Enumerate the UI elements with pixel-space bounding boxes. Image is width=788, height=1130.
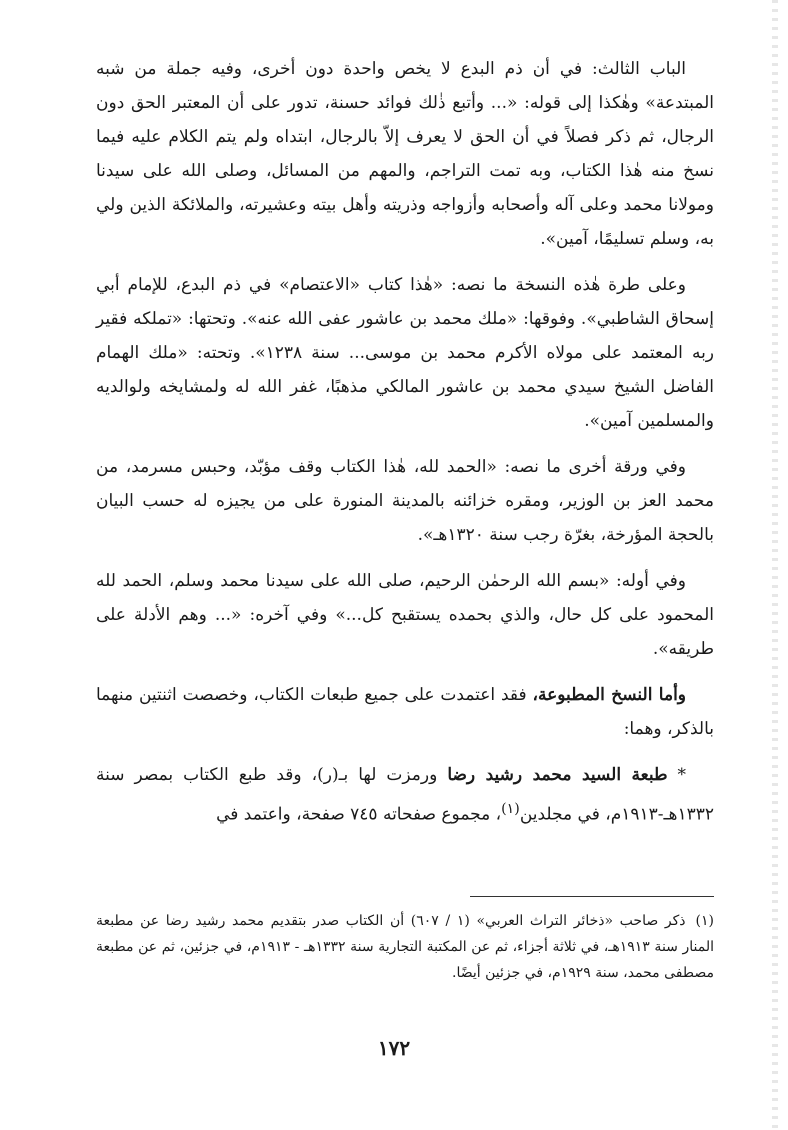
printed-editions-heading: وأما النسخ المطبوعة، bbox=[532, 685, 687, 705]
edition-name: طبعة السيد محمد رشيد رضا bbox=[447, 765, 668, 785]
page-body bbox=[96, 52, 714, 844]
footnote-text: ذكر صاحب «ذخائر التراث العربي» (١ / ٦٠٧) أن الكتاب صدر بتقديم محمد رشيد رضا عن مطبعة المنار سنة ١٩١٣هـ، في ثلاثة أجزاء، ثم عن المكتبة التجارية سنة ١٣٣٢هـ - ١٩١٣م، في جزئين، ثم عن مطبعة مصطفى محمد، سنة ١٩٢٩م، في جزئين أيضًا. bbox=[96, 913, 715, 981]
footnote bbox=[96, 908, 714, 986]
edition-text: ورمزت لها بـ(ر)، وقد طبع الكتاب بمصر سنة ١٣٣٢هـ-١٩١٣م، في مجلدين bbox=[96, 765, 714, 825]
footnote-number: (١) bbox=[695, 913, 714, 929]
paragraph-opening-closing: وفي أوله: «بسم الله الرحمٰن الرحيم، صلى الله على سيدنا محمد وسلم، الحمد لله المحمود على كل حال، والذي بحمده يستقبح كل...» وفي آخره: «... وهم الأدلة على طريقه». bbox=[96, 571, 714, 659]
footnote-reference: (١) bbox=[501, 801, 520, 817]
paragraph-rida-edition bbox=[96, 758, 714, 832]
printed-editions-intro: فقد اعتمدت على جميع طبعات الكتاب، وخصصت اثنتين منهما بالذكر، وهما: bbox=[96, 685, 714, 739]
paragraph-title-page-notes: وعلى طرة هٰذه النسخة ما نصه: «هٰذا كتاب «الاعتصام» في ذم البدع، للإمام أبي إسحاق الشاطبي». وفوقها: «ملك محمد بن عاشور عفى الله عنه». وتحتها: «تملكه فقير ربه المعتمد على مولاه الأكرم محمد بن موسى... سنة ١٢٣٨». وتحته: «ملك الهمام الفاضل الشيخ سيدي محمد بن عاشور المالكي مذهبًا، غفر الله له ولمشايخه ولوالديه والمسلمين آمين». bbox=[96, 275, 715, 431]
paragraph-waqf-note: وفي ورقة أخرى ما نصه: «الحمد لله، هٰذا الكتاب وقف مؤبّد، وحبس مسرمد، من محمد العز بن الوزير، ومقره خزائنه بالمدينة المنورة على من يجيزه له حسب البيان بالحجة المؤرخة، بغرّة رجب سنة ١٣٢٠هـ». bbox=[96, 457, 714, 545]
edition-text-end: ، مجموع صفحاته ٧٤٥ صفحة، واعتمد في bbox=[216, 804, 502, 825]
page-edge-decoration bbox=[772, 0, 778, 1130]
footnote-separator bbox=[470, 896, 714, 897]
page-number: ١٧٢ bbox=[377, 1036, 411, 1060]
paragraph-chapter-three: الباب الثالث: في أن ذم البدع لا يخص واحدة دون أخرى، وفيه جملة من شبه المبتدعة» وهٰكذا إلى قوله: «... وأتبع ذٰلك فوائد حسنة، تدور على أن المعتبر الحق دون الرجال، ثم ذكر فصلاً في أن الحق لا يعرف إلاّ بالرجال، ابتداه ولم يتم الكلام عليه فيما نسخ منه هٰذا الكتاب، وبه تمت التراجم، والمهم من المسائل، وصلى الله على سيدنا ومولانا محمد وعلى آله وأصحابه وأزواجه وذريته وأهل بيته وعشيرته، والملائكة الذين ولي به، وسلم تسليمًا، آمين». bbox=[96, 59, 714, 249]
bullet-marker: * bbox=[667, 765, 687, 785]
paragraph-printed-editions bbox=[96, 678, 714, 746]
